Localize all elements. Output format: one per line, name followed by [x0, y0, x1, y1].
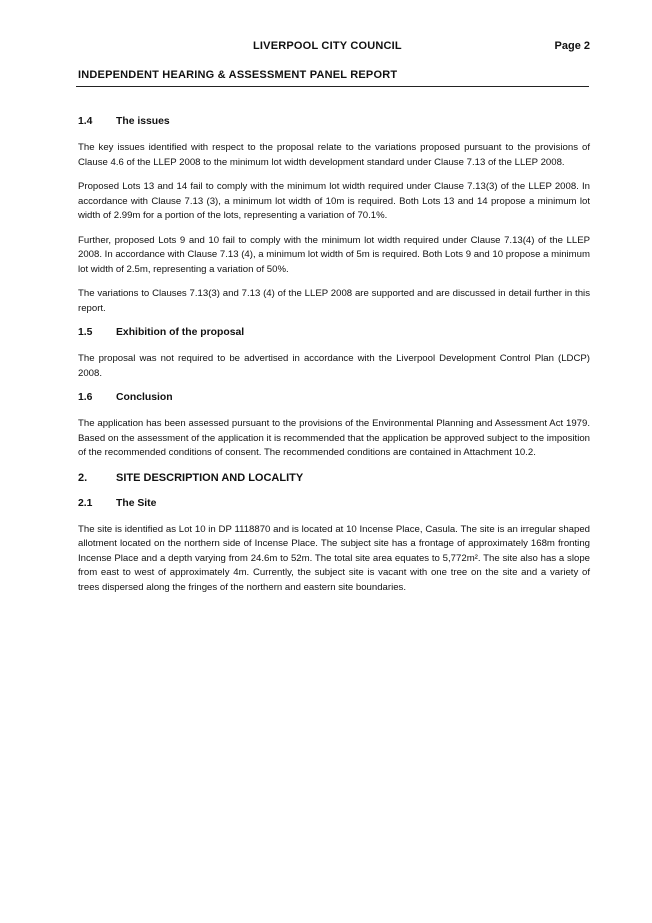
paragraph: Further, proposed Lots 9 and 10 fail to comply with the minimum lot width required under Clause 7.13(4) of the LLEP 2008. In accordance with Clause 7.13 (4), a minimum lot width of 5m is required. Both Lots 9 and 10 propose a minimum lot width of 2.5m, representing a variation of 50%. [78, 234, 590, 275]
section-heading [78, 391, 590, 405]
section-2-1 [78, 497, 590, 596]
paragraph: The site is identified as Lot 10 in DP 1118870 and is located at 10 Incense Place, Casula. The site is an irregular shaped allotment located on the northern side of Incense Place. The subject site has a frontage of approximately 168m fronting Incense Place and a depth varying from 24.6m to 52m. The total site area equates to 5,772m². The site also has a slope from east to west of approximately 4m. Currently, the subject site is vacant with one tree on the site and a variety of trees dispersed along the fringes of the northern and eastern site boundaries. [78, 523, 590, 593]
section-title: The Site [116, 497, 157, 509]
document-body [78, 115, 590, 605]
paragraph: The proposal was not required to be advertised in accordance with the Liverpool Development Control Plan (LDCP) 2008. [78, 353, 590, 379]
section-title: Conclusion [116, 392, 173, 403]
section-2 [78, 471, 590, 485]
section-1-6 [78, 391, 590, 461]
council-name: LIVERPOOL CITY COUNCIL [253, 40, 402, 52]
section-title: The issues [116, 116, 170, 127]
paragraph: The key issues identified with respect to the proposal relate to the variations proposed pursuant to the provisions of Clause 4.6 of the LLEP 2008 to the minimum lot width development standard under Clause 7.13 of the LLEP 2008. [78, 142, 590, 168]
section-number: 1.6 [78, 392, 93, 403]
section-number: 1.5 [78, 327, 93, 338]
paragraph: Proposed Lots 13 and 14 fail to comply with the minimum lot width required under Clause 7.13(3) of the LLEP 2008. In accordance with Clause 7.13 (3), a minimum lot width of 10m is required. Both Lots 13 and 14 propose a minimum lot width of 2.99m for a portion of the lots, representing a variation of 70.1%. [78, 181, 590, 221]
section-heading [78, 326, 590, 340]
page-number: Page 2 [554, 40, 590, 52]
header-divider [76, 86, 589, 87]
section-number: 2. [78, 471, 88, 484]
section-number: 1.4 [78, 116, 93, 127]
paragraph: The application has been assessed pursuant to the provisions of the Environmental Planning and Assessment Act 1979. Based on the assessment of the application it is recommended that the application be approved subject to the imposition of the recommended conditions of consent. The recommended conditions are contained in Attachment 10.2. [78, 418, 590, 458]
section-heading [78, 497, 590, 511]
paragraph: The variations to Clauses 7.13(3) and 7.13 (4) of the LLEP 2008 are supported and are discussed in detail further in this report. [78, 288, 590, 314]
section-number: 2.1 [78, 497, 93, 509]
section-title: Exhibition of the proposal [116, 327, 245, 338]
report-title: INDEPENDENT HEARING & ASSESSMENT PANEL REPORT [78, 69, 398, 81]
section-1-4 [78, 115, 590, 316]
section-title: SITE DESCRIPTION AND LOCALITY [116, 471, 304, 484]
section-1-5 [78, 326, 590, 381]
section-heading [78, 471, 590, 485]
section-heading [78, 115, 590, 129]
